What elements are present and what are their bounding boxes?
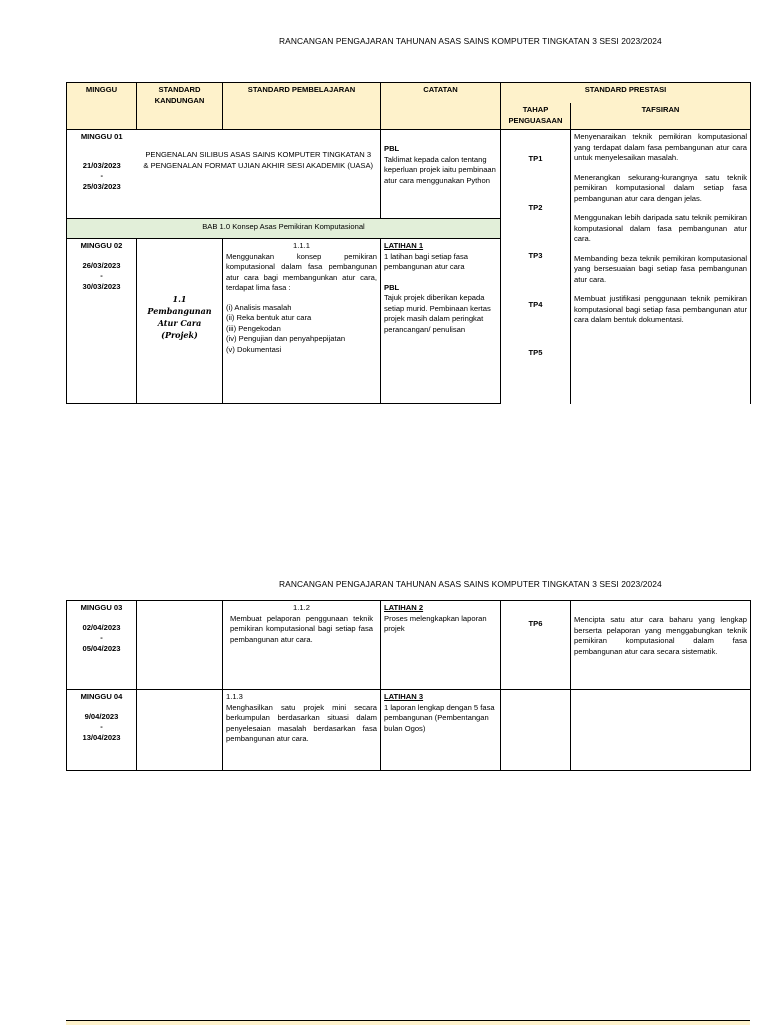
week4-sp: [223, 690, 381, 771]
week1-pbl-body: Taklimat kepada calon tentang keperluan projek iaitu pembinaan atur cara menggunakan Python: [384, 154, 496, 185]
week1-pbl-head: PBL: [384, 144, 400, 153]
week1-date-end: 25/03/2023: [82, 181, 121, 191]
intro-line-1: PENGENALAN SILIBUS ASAS SAINS KOMPUTER TINGKATAN 3: [145, 150, 372, 159]
week2-sp-code: 1.1.1: [293, 241, 310, 250]
week2-dash: -: [100, 271, 103, 280]
week2-sp-text: Menggunakan konsep pemikiran komputasional dalam fasa pembangunan atur cara bagi membangunkan atur cara, terdapat lima fasa :: [226, 251, 377, 292]
week2-date-end: 30/03/2023: [82, 281, 121, 291]
week3-date-start: 02/04/2023: [82, 622, 121, 632]
week2-pbl-head: PBL: [384, 282, 400, 292]
tp4-label: TP4: [528, 299, 543, 309]
bab-heading: BAB 1.0 Konsep Asas Pemikiran Komputasional: [67, 219, 501, 239]
week1-cell: [67, 130, 137, 219]
week4-latihan-body: 1 laporan lengkap dengan 5 fasa pembangunan (Pembentangan bulan Ogos): [384, 702, 495, 733]
week3-sk: [137, 601, 223, 690]
tafsiran-column: [571, 130, 751, 404]
week3-cell: [67, 601, 137, 690]
document-title-page2: RANCANGAN PENGAJARAN TAHUNAN ASAS SAINS KOMPUTER TINGKATAN 3 SESI 2023/2024: [279, 579, 662, 589]
week2-date-start: 26/03/2023: [82, 260, 121, 270]
header-catatan: CATATAN: [381, 83, 501, 130]
tp2-label: TP2: [528, 202, 543, 212]
week4-dash: -: [100, 722, 103, 731]
week4-sp-text: Menghasilkan satu projek mini secara berkumpulan berdasarkan situasi dalam penyelesaian masalah berdasarkan fasa pembangunan atur cara.: [226, 702, 377, 743]
week3-dash: -: [100, 633, 103, 642]
week4-sp-code: 1.1.3: [226, 692, 243, 701]
week3-label: MINGGU 03: [80, 603, 123, 612]
phase-5: (v) Dokumentasi: [226, 344, 282, 354]
week1-dash: -: [100, 171, 104, 180]
week4-date-start: 9/04/2023: [84, 711, 119, 721]
header-standard-kandungan: STANDARD KANDUNGAN: [137, 83, 223, 130]
week3-sp-text: Membuat pelaporan penggunaan teknik pemikiran komputasional bagi setiap fasa pembangunan atur cara.: [230, 613, 373, 644]
week2-sp: [223, 239, 381, 404]
week4-latihan-head: LATIHAN 3: [384, 692, 424, 701]
plan-table-2: [66, 600, 751, 771]
tp1-text: Menyenaraikan teknik pemikiran komputasional yang terdapat dalam fasa pembangunan atur cara untuk menyelesaikan masalah.: [574, 132, 748, 162]
header-standard-prestasi: STANDARD PRESTASI: [501, 83, 751, 104]
week1-intro: [137, 130, 381, 219]
week4-date-end: 13/04/2023: [82, 732, 121, 742]
phase-3: (iii) Pengekodan: [226, 323, 281, 333]
week3-catatan: [381, 601, 501, 690]
document-title: RANCANGAN PENGAJARAN TAHUNAN ASAS SAINS KOMPUTER TINGKATAN 3 SESI 2023/2024: [279, 36, 662, 46]
week4-tp: [501, 690, 571, 771]
week1-date-start: 21/03/2023: [82, 160, 121, 170]
plan-table-1: [66, 82, 751, 404]
week4-tafsiran: [571, 690, 751, 771]
week3-latihan-head: LATIHAN 2: [384, 603, 424, 612]
header-tahap-penguasaan: TAHAP PENGUASAAN: [501, 103, 571, 130]
week1-label: MINGGU 01: [80, 132, 123, 141]
tp4-text: Membanding beza teknik pemikiran komputasional yang bersesuaian bagi setiap fasa pembangunan atur cara.: [574, 253, 748, 284]
week3-sp: [223, 601, 381, 690]
header-standard-pembelajaran: STANDARD PEMBELAJARAN: [223, 83, 381, 130]
week3-tp-text: Mencipta satu atur cara baharu yang lengkap berserta pelaporan yang menggabungkan teknik pemikiran komputasional dalam fasa pembangunan atur cara secara sistematik.: [571, 601, 751, 690]
week2-latihan-head: LATIHAN 1: [384, 241, 424, 250]
intro-line-2: & PENGENALAN FORMAT UJIAN AKHIR SESI AKADEMIK (UASA): [143, 160, 374, 170]
phase-4: (iv) Pengujian dan penyahpepijatan: [226, 334, 346, 343]
tp1-label: TP1: [528, 154, 543, 163]
week4-catatan: [381, 690, 501, 771]
week3-date-end: 05/04/2023: [82, 643, 121, 653]
tp5-label: TP5: [528, 348, 543, 357]
next-page-header-strip: [66, 1020, 750, 1025]
tp2-text: Menerangkan sekurang-kurangnya satu teknik pemikiran komputasional dalam setiap fasa pembangunan atur cara dengan jelas.: [574, 172, 748, 203]
week2-cell: [67, 239, 137, 404]
week2-pbl-body: Tajuk projek diberikan kepada setiap murid. Pembinaan kertas projek masih dalam peringkat perancangan/ penulisan: [384, 293, 491, 334]
week2-label: MINGGU 02: [80, 241, 123, 250]
week1-catatan: [381, 130, 501, 219]
week4-label: MINGGU 04: [80, 692, 123, 701]
phase-2: (ii) Reka bentuk atur cara: [226, 313, 312, 322]
week2-latihan-body: 1 latihan bagi setiap fasa pembangunan atur cara: [384, 251, 469, 271]
tp3-text: Menggunakan lebih daripada satu teknik pemikiran komputasional dalam fasa pembangunan atur cara.: [574, 213, 748, 243]
week3-tp: TP6: [501, 601, 571, 690]
tp3-label: TP3: [528, 251, 543, 260]
header-minggu: MINGGU: [67, 83, 137, 130]
week2-sk-text: 1.1 Pembangunan Atur Cara (Projek): [147, 294, 212, 340]
week2-catatan: [381, 239, 501, 404]
week3-latihan-body: Proses melengkapkan laporan projek: [384, 613, 487, 633]
week3-sp-code: 1.1.2: [293, 603, 310, 612]
phase-1: (i) Analisis masalah: [226, 302, 292, 312]
tp-column: [501, 130, 571, 404]
week4-cell: [67, 690, 137, 771]
week4-sk: [137, 690, 223, 771]
tp5-text: Membuat justifikasi penggunaan teknik pemikiran komputasional bagi setiap fasa pembangunan atur cara dalam bentuk dokumentasi.: [574, 294, 748, 324]
week2-sk: [137, 239, 223, 404]
header-tafsiran: TAFSIRAN: [571, 103, 751, 130]
